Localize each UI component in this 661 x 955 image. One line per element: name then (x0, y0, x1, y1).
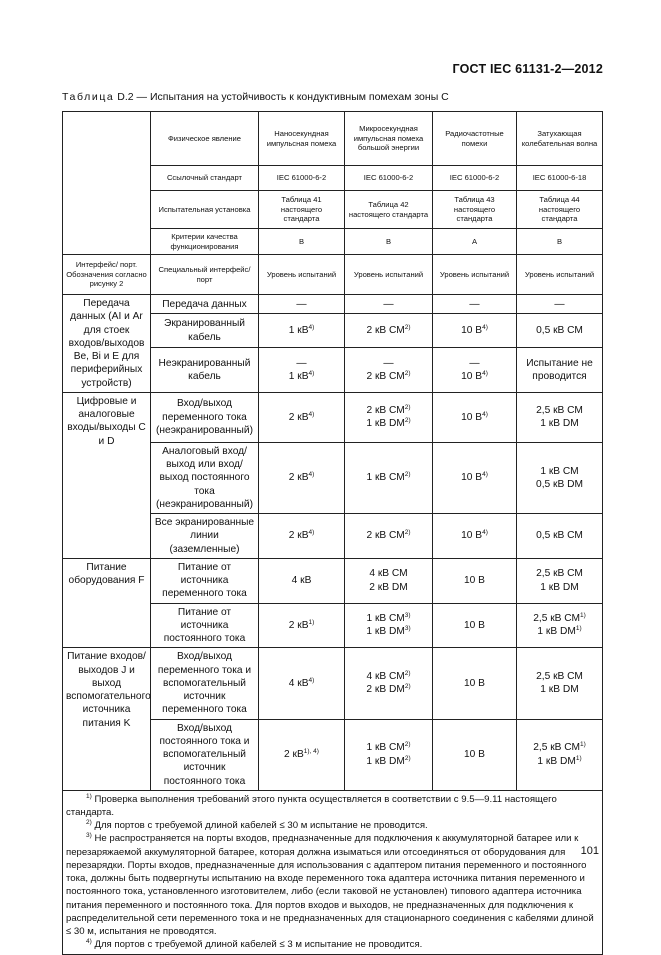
sub-port: Питание от источника переменного тока (151, 558, 259, 603)
level-3: Уровень испытаний (433, 255, 517, 295)
standard-2: IEC 61000-6-2 (345, 166, 433, 191)
group-data-transmission: Передача данных (AI и Ar для стоек входов/выходов Be, Bi и E для периферийных устройств) (63, 295, 151, 393)
value-cell: — 10 $В^{4)}$ (433, 347, 517, 392)
sub-port: Неэкранированный кабель (151, 347, 259, 392)
level-2: Уровень испытаний (345, 255, 433, 295)
table-row (63, 392, 603, 442)
value-cell: 2 $кВ^{1), 4)}$ (259, 719, 345, 790)
value-cell: 1 кВ СМ$^{2)}$ (345, 442, 433, 513)
caption-text: D.2 — Испытания на устойчивость к кондуктивным помехам зоны С (114, 91, 449, 103)
caption-label: Таблица (62, 91, 115, 103)
sub-port: Передача данных (151, 295, 259, 314)
setup-3: Таблица 43 настоящего стандарта (433, 191, 517, 229)
sub-port: Аналоговый вход/выход или вход/выход постоянного тока (неэкранированный) (151, 442, 259, 513)
value-cell: 4 кВ СМ$^{2)}$ 2 кВ DM$^{2)}$ (345, 648, 433, 719)
value-cell: 1 $кВ^{4)}$ (259, 314, 345, 348)
header-row-interface (63, 255, 603, 295)
sub-port: Вход/выход переменного тока и вспомогательный источник переменного тока (151, 648, 259, 719)
group-digital-analog-io: Цифровые и аналоговые входы/выходы C и D (63, 392, 151, 558)
value-cell: 4 кВ (259, 558, 345, 603)
value-cell: 2 $кВ^{4)}$ (259, 514, 345, 559)
value-cell: 2,5 кВ СМ 1 кВ DM (517, 648, 603, 719)
table-row (63, 558, 603, 603)
value-cell: — 2 кВ СМ$^{2)}$ (345, 347, 433, 392)
phenomenon-3: Радиочастотные помехи (433, 112, 517, 166)
value-cell: 0,5 кВ СМ (517, 314, 603, 348)
value-cell: 2 $кВ^{4)}$ (259, 392, 345, 442)
value-cell: — (259, 295, 345, 314)
value-cell: 2 кВ СМ$^{2)}$ (345, 314, 433, 348)
group-equipment-power: Питание оборудования F (63, 558, 151, 648)
footnote: $^{2)}$ Для портов с требуемой длиной кабелей ≤ 30 м испытание не проводится. (86, 819, 428, 832)
value-cell: 2 $кВ^{1)}$ (259, 603, 345, 648)
value-cell: 1 кВ СМ$^{2)}$ 1 кВ DM$^{2)}$ (345, 719, 433, 790)
setup-4: Таблица 44 настоящего стандарта (517, 191, 603, 229)
value-cell: 10 В (433, 719, 517, 790)
empty-corner-cell (63, 112, 151, 255)
table-row (63, 295, 603, 314)
footnotes-row (63, 790, 603, 954)
standard-4: IEC 61000-6-18 (517, 166, 603, 191)
value-cell: 4 кВ СМ 2 кВ DM (345, 558, 433, 603)
value-cell: 2 кВ СМ$^{2)}$ (345, 514, 433, 559)
standard-1: IEC 61000-6-2 (259, 166, 345, 191)
value-cell: 10 $В^{4)}$ (433, 442, 517, 513)
criteria-label: Критерии качества функционирования (151, 229, 259, 255)
value-cell: 2 кВ СМ$^{2)}$ 1 кВ DM$^{2)}$ (345, 392, 433, 442)
value-cell: 1 кВ СМ 0,5 кВ DM (517, 442, 603, 513)
value-cell: — (517, 295, 603, 314)
table-caption (62, 91, 449, 103)
value-cell: 10 В (433, 603, 517, 648)
sub-port: Экранированный кабель (151, 314, 259, 348)
phenomenon-label: Физическое явление (151, 112, 259, 166)
document-header: ГОСТ IEC 61131-2—2012 (452, 62, 603, 76)
value-cell: — (433, 295, 517, 314)
header-row-phenomenon (63, 112, 603, 166)
criteria-2: B (345, 229, 433, 255)
value-cell: 2,5 кВ СМ$^{1)}$ 1 кВ DM$^{1)}$ (517, 719, 603, 790)
value-cell: 2,5 кВ СМ 1 кВ DM (517, 558, 603, 603)
criteria-1: B (259, 229, 345, 255)
value-cell: Испытание не проводится (517, 347, 603, 392)
value-cell: 10 В (433, 558, 517, 603)
value-cell: — 1 $кВ^{4)}$ (259, 347, 345, 392)
sub-port: Вход/выход постоянного тока и вспомогательный источник постоянного тока (151, 719, 259, 790)
group-io-power: Питание входов/выходов J и выход вспомогательного источника питания K (63, 648, 151, 791)
value-cell: 1 кВ СМ$^{3)}$ 1 кВ DM$^{3)}$ (345, 603, 433, 648)
footnotes-cell (63, 790, 603, 954)
level-1: Уровень испытаний (259, 255, 345, 295)
value-cell: 0,5 кВ СМ (517, 514, 603, 559)
level-4: Уровень испытаний (517, 255, 603, 295)
sub-port: Питание от источника постоянного тока (151, 603, 259, 648)
footnote: $^{1)}$ Проверка выполнения требований этого пункта осуществляется в соответствии с 9.5—9.11 настоящего стандарта. (66, 792, 557, 818)
phenomenon-4: Затухающая колебательная волна (517, 112, 603, 166)
footnote: $^{3)}$ Не распространяется на порты входов, предназначенные для подключения к аккумуляторной батарее или к перезаряжаемой аккумуляторной батарее, которая должна изыматься или отсоединяться от оборудования для перезарядки. Порты входов, предназначенные для использования с адаптером питания переменного и постоянного тока, должны быть подвергнуты испытанию на входе переменного тока адаптера источника питания переменного и постоянного тока, установленного изготовителем, либо (если таковой не установлен) типового адаптера источника питания переменного и постоянного тока. Для портов входов и выходов, не предназначенных для подключения к распределительной сети переменного тока и не предназначенных для стационарного соединения с кабелями длиной ≤ 30 м, испытания не проводятся. (66, 832, 594, 938)
footnote: $^{4)}$ Для портов с требуемой длиной кабелей ≤ 3 м испытание не проводится. (86, 938, 423, 951)
value-cell: 4 $кВ^{4)}$ (259, 648, 345, 719)
value-cell: 2 $кВ^{4)}$ (259, 442, 345, 513)
criteria-4: B (517, 229, 603, 255)
sub-port: Все экранированные линии (заземленные) (151, 514, 259, 559)
page-number: 101 (580, 845, 599, 857)
table-row (63, 648, 603, 719)
value-cell: 10 В (433, 648, 517, 719)
criteria-3: A (433, 229, 517, 255)
setup-label: Испытательная установка (151, 191, 259, 229)
value-cell: 2,5 кВ СМ$^{1)}$ 1 кВ DM$^{1)}$ (517, 603, 603, 648)
setup-1: Таблица 41 настоящего стандарта (259, 191, 345, 229)
standard-label: Ссылочный стандарт (151, 166, 259, 191)
value-cell: 10 $В^{4)}$ (433, 392, 517, 442)
value-cell: 2,5 кВ СМ 1 кВ DM (517, 392, 603, 442)
phenomenon-2: Микросекундная импульсная помеха большой энергии (345, 112, 433, 166)
setup-2: Таблица 42 настоящего стандарта (345, 191, 433, 229)
sub-port: Вход/выход переменного тока (неэкранированный) (151, 392, 259, 442)
emc-test-table (62, 111, 603, 955)
standard-3: IEC 61000-6-2 (433, 166, 517, 191)
value-cell: 10 $В^{4)}$ (433, 314, 517, 348)
value-cell: 10 $В^{4)}$ (433, 514, 517, 559)
interface-label: Интерфейс/ порт. Обозначения согласно рисунку 2 (63, 255, 151, 295)
special-interface-label: Специальный интерфейс/порт (151, 255, 259, 295)
value-cell: — (345, 295, 433, 314)
phenomenon-1: Наносекундная импульсная помеха (259, 112, 345, 166)
